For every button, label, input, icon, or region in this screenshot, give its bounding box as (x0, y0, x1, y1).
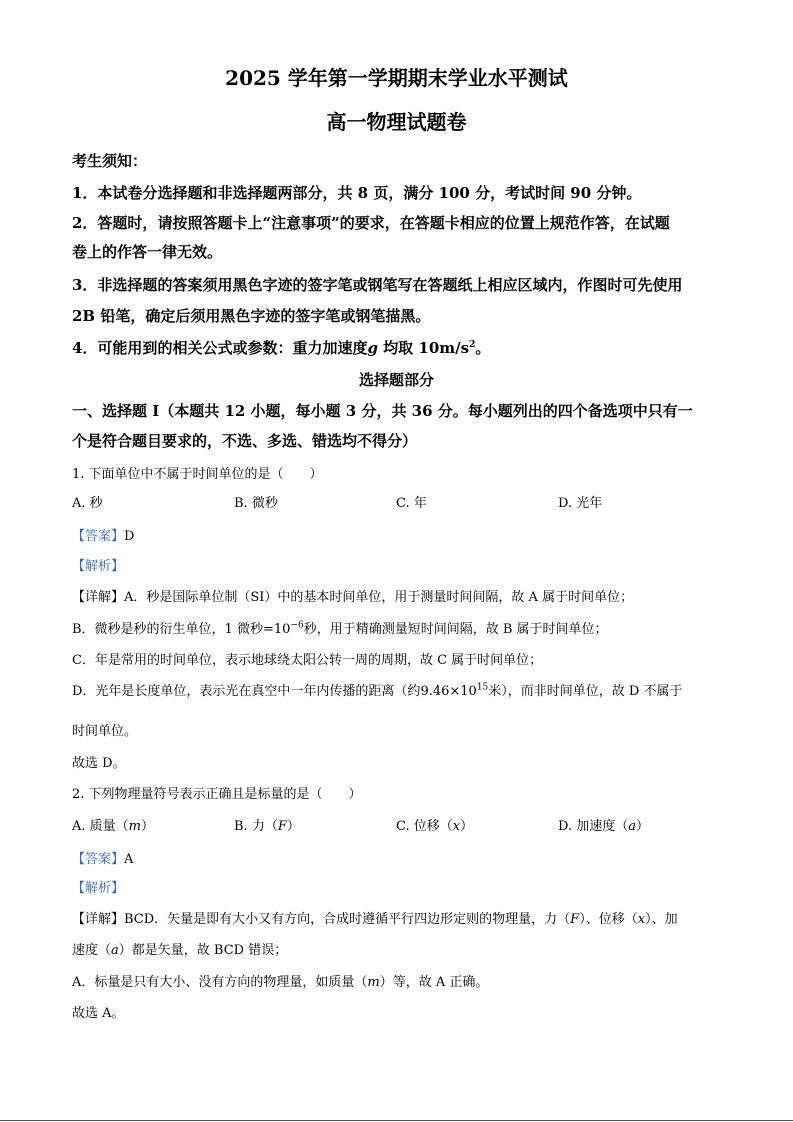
option-text: B. 力（ (234, 819, 278, 834)
option-text: C. 位移（ (396, 819, 453, 834)
q2-detail-1 (72, 908, 678, 927)
math-exponent: −6 (290, 620, 304, 631)
q2-detail-1b-text: 速度（ (72, 943, 112, 958)
q1-analysis-tag: 【解析】 (72, 559, 125, 574)
q1-detail-4-end: 米），而非时间单位，故 D 不属于 (488, 684, 683, 699)
q2-option-c (396, 815, 473, 834)
answer-value: D (124, 529, 135, 544)
symbol-x: x (637, 912, 646, 927)
q2-option-a (72, 815, 154, 834)
section-heading-a: 一、选择题 I（本题共 12 小题，每小题 3 分，共 36 分。每小题列出的四个备选项中只有一 (72, 402, 693, 420)
notice-item-4-value: 均取 10m/s (377, 339, 470, 357)
option-symbol: F (277, 819, 287, 834)
q1-option-b: B. 微秒 (234, 496, 278, 511)
notice-item-4-end: 。 (475, 339, 491, 357)
section-heading-b: 个是符合题目要求的，不选、多选、错选均不得分） (72, 432, 418, 450)
q2-detail-2 (72, 971, 488, 990)
answer-tag: 【答案】 (72, 529, 125, 544)
q2-detail-1-mid: ）、位移（ (579, 912, 638, 927)
option-text: A. 质量（ (72, 819, 129, 834)
q1-choice: 故选 D。 (72, 756, 126, 771)
notice-item-2a: 2．答题时，请按照答题卡上“注意事项”的要求，在答题卡相应的位置上规范作答，在试题 (72, 214, 670, 232)
q2-choice: 故选 A。 (72, 1006, 125, 1021)
notice-item-3b: 2B 铅笔，确定后须用黑色字迹的签字笔或钢笔描黑。 (72, 307, 431, 325)
option-text-end: ） (636, 819, 650, 834)
notice-item-3a: 3．非选择题的答案须用黑色字迹的签字笔或钢笔写在答题纸上相应区域内，作图时可先使用 (72, 276, 683, 294)
notice-item-2b: 卷上的作答一律无效。 (72, 243, 223, 261)
q1-option-a: A. 秒 (72, 496, 103, 511)
answer-tag: 【答案】 (72, 852, 125, 867)
symbol-f: F (570, 912, 580, 927)
unit-exponent: 2 (469, 340, 476, 350)
q2-detail-2-end: ）等，故 A 正确。 (379, 975, 489, 990)
q2-detail-1-end: ）、加 (645, 912, 678, 927)
page-bottom-rule (0, 1120, 793, 1121)
gravity-symbol: g (367, 339, 378, 357)
exam-title: 2025 学年第一学期期末学业水平测试 (225, 66, 568, 90)
q2-detail-1b (72, 939, 287, 958)
section-title: 选择题部分 (358, 371, 434, 389)
q2-stem: 2. 下列物理量符号表示正确且是标量的是（ ） (72, 787, 362, 802)
q1-detail-2 (72, 618, 608, 637)
q1-detail-4 (72, 680, 682, 699)
q1-detail-4b: 时间单位。 (72, 724, 138, 739)
q2-detail-2-text: A．标量是只有大小、没有方向的物理量，如质量（ (72, 975, 368, 990)
q2-detail-1b-end: ）都是矢量，故 BCD 错误； (118, 943, 288, 958)
symbol-a: a (111, 943, 119, 958)
option-symbol: x (452, 819, 461, 834)
symbol-m: m (367, 975, 380, 990)
option-symbol: a (628, 819, 636, 834)
math-base: 9.46×10 (420, 684, 477, 699)
option-text-end: ） (286, 819, 300, 834)
q1-option-c: C. 年 (396, 496, 427, 511)
q2-option-b (234, 815, 300, 834)
q2-detail-1-text: 【详解】BCD．矢量是即有大小又有方向，合成时遵循平行四边形定则的物理量，力（ (72, 912, 571, 927)
q1-detail-2-text: B．微秒是秒的衍生单位，1 微秒= (72, 622, 274, 637)
answer-value: A (124, 852, 134, 867)
notice-item-4 (72, 337, 490, 358)
q1-detail-4-text: D．光年是长度单位，表示光在真空中一年内传播的距离（约 (72, 684, 421, 699)
notice-item-4-text: 4．可能用到的相关公式或参数：重力加速度 (72, 339, 368, 357)
notice-item-1: 1．本试卷分选择题和非选择题两部分，共 8 页，满分 100 分，考试时间 90 分钟。 (72, 184, 642, 202)
q2-answer (72, 848, 133, 867)
q1-detail-1: 【详解】A．秒是国际单位制（SI）中的基本时间单位，用于测量时间间隔，故 A 属于时间单位； (72, 590, 634, 605)
notice-heading: 考生须知： (72, 152, 148, 170)
option-symbol: m (128, 819, 141, 834)
math-exponent: 15 (476, 682, 489, 693)
exam-subtitle: 高一物理试题卷 (326, 110, 467, 134)
option-text-end: ） (140, 819, 154, 834)
q1-detail-2-end: 秒，用于精确测量短时间间隔，故 B 属于时间单位； (303, 622, 608, 637)
q1-detail-3: C．年是常用的时间单位，表示地球绕太阳公转一周的周期，故 C 属于时间单位； (72, 653, 543, 668)
option-text-end: ） (460, 819, 474, 834)
q1-option-d: D. 光年 (558, 496, 603, 511)
q2-option-d (558, 815, 649, 834)
math-base: 10 (273, 622, 291, 637)
q1-stem: 1. 下面单位中不属于时间单位的是（ ） (72, 467, 323, 482)
option-text: D. 加速度（ (558, 819, 629, 834)
q1-answer (72, 525, 134, 544)
q2-analysis-tag: 【解析】 (72, 881, 125, 896)
